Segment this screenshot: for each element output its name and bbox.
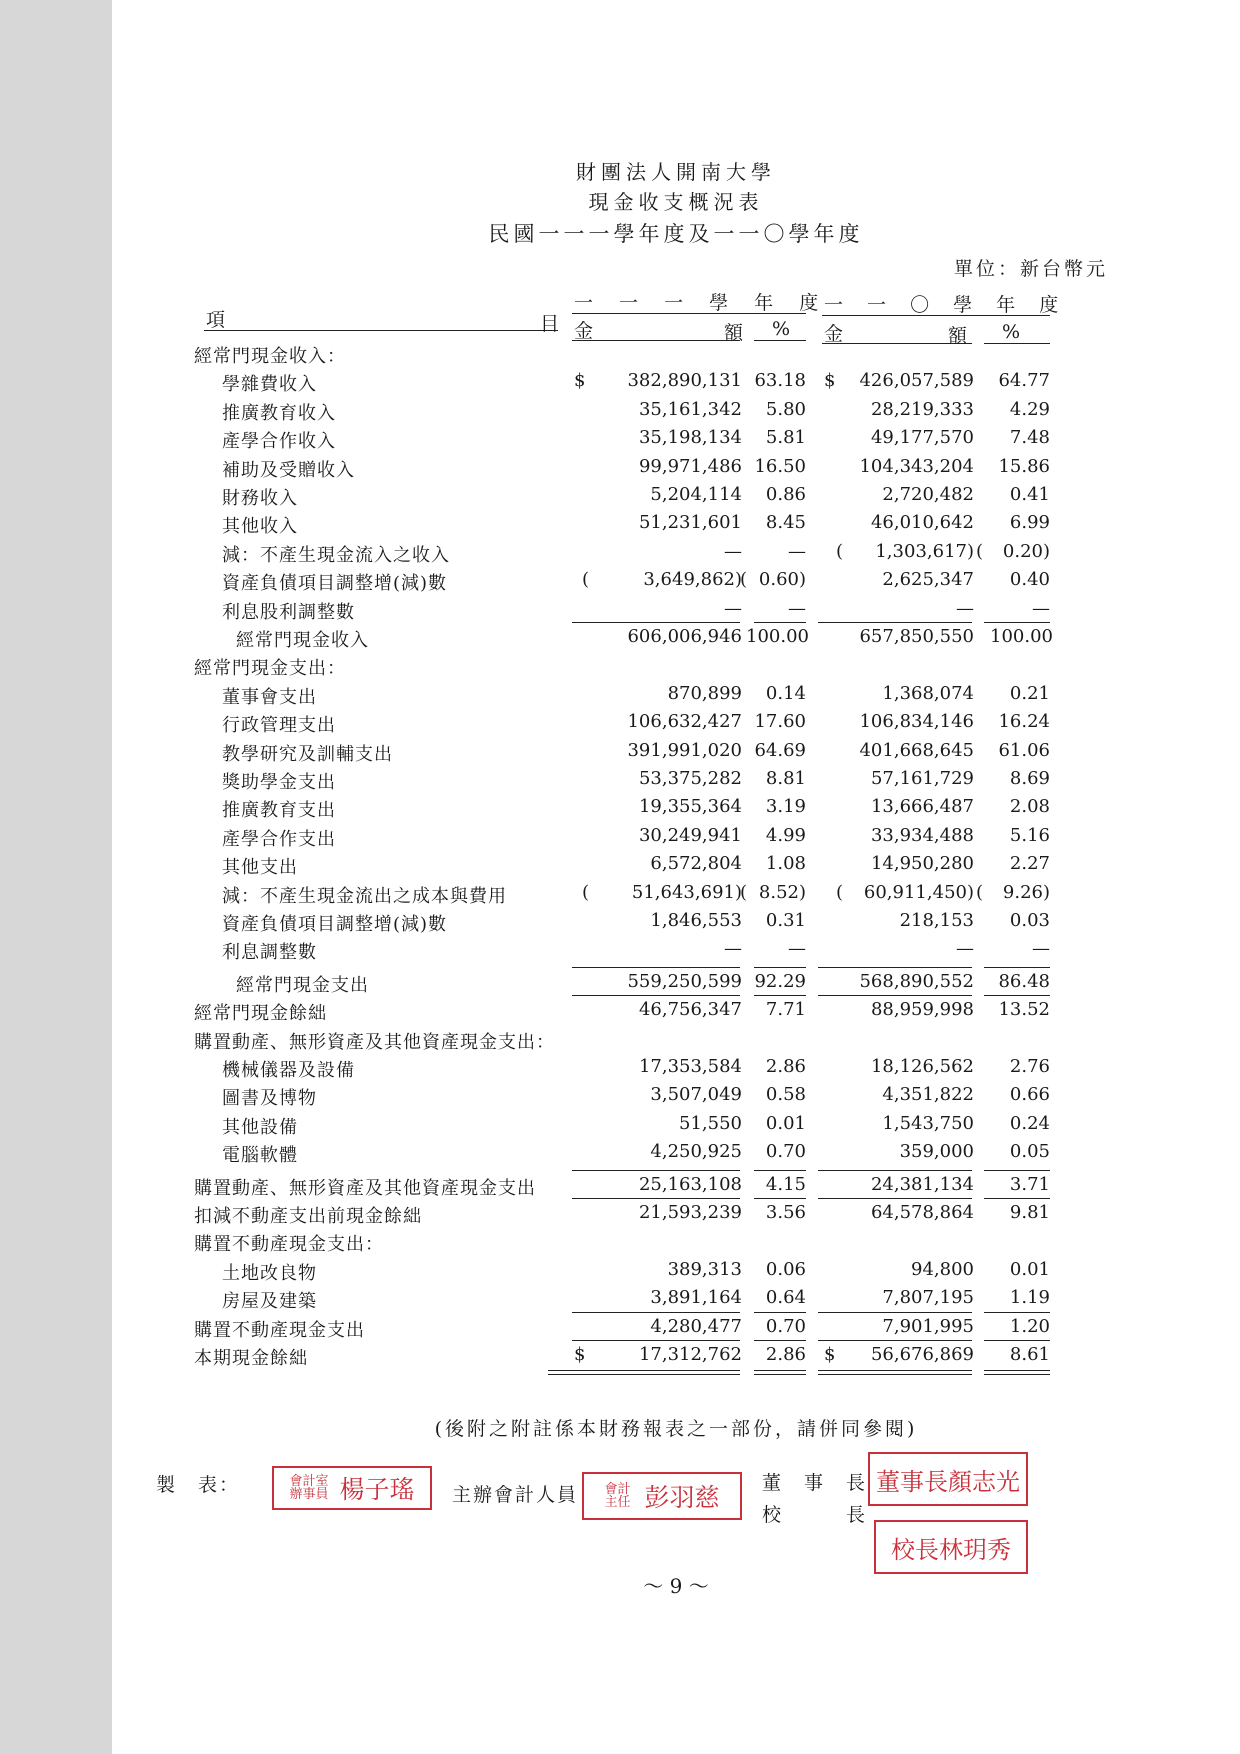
row-label: 扣減不動產支出前現金餘絀 xyxy=(194,1206,422,1227)
amount-111: 3,507,049 xyxy=(650,1084,742,1105)
percent-110: 1.19 xyxy=(1009,1287,1050,1308)
percent-111: 0.06 xyxy=(765,1259,806,1280)
amount-111: 51,231,601 xyxy=(638,512,742,533)
year1-amount-right: 額 xyxy=(724,322,744,344)
amount-111: 17,353,584 xyxy=(638,1056,742,1077)
row-label: 經常門現金支出 xyxy=(236,975,369,996)
subtotal-rule xyxy=(572,622,740,623)
subtotal-rule xyxy=(754,995,806,996)
year1-header: 一 一 一 學 年 度 xyxy=(574,292,829,314)
amount-111: 46,756,347 xyxy=(638,999,742,1020)
row-label: 獎助學金支出 xyxy=(222,772,336,793)
accountant-seal xyxy=(582,1472,742,1520)
amount-111: 17,312,762 xyxy=(638,1344,742,1365)
percent-110: 2.08 xyxy=(1009,796,1050,817)
row-label: 利息股利調整數 xyxy=(222,602,355,623)
subtotal-rule xyxy=(818,995,972,996)
amount-110: 56,676,869 xyxy=(870,1344,974,1365)
row-label: 資產負債項目調整增(減)數 xyxy=(222,573,448,594)
row-label: 經常門現金支出： xyxy=(194,658,346,679)
amount-111: — xyxy=(724,938,742,959)
amount-110: 7,807,195 xyxy=(882,1287,974,1308)
subtotal-rule xyxy=(754,1170,806,1171)
currency-sign: $ xyxy=(824,1344,836,1365)
subtotal-rule xyxy=(572,995,740,996)
amount-110: 1,303,617) xyxy=(875,541,974,562)
subtotal-rule xyxy=(818,622,972,623)
amount-110: 106,834,146 xyxy=(859,711,974,732)
currency-sign: $ xyxy=(824,370,836,391)
row-label: 產學合作收入 xyxy=(222,431,336,452)
amount-111: 5,204,114 xyxy=(650,484,742,505)
percent-111: 17.60 xyxy=(754,711,806,732)
row-label: 經常門現金收入： xyxy=(194,346,346,367)
subtotal-rule xyxy=(818,1170,972,1171)
percent-110: 86.48 xyxy=(998,971,1050,992)
president-seal: 校長林玥秀 xyxy=(874,1520,1028,1574)
preparer-label: 製 表： xyxy=(156,1474,241,1496)
percent-110: 2.76 xyxy=(1009,1056,1050,1077)
amount-110: 13,666,487 xyxy=(870,796,974,817)
percent-111: 5.80 xyxy=(765,399,806,420)
percent-110: 4.29 xyxy=(1009,399,1050,420)
negative-paren: ( xyxy=(836,882,844,903)
year2-percent-header: % xyxy=(1002,321,1021,343)
percent-110: 9.81 xyxy=(1009,1202,1050,1223)
percent-110: — xyxy=(1032,938,1050,959)
accountant-seal-name: 彭羽慈 xyxy=(644,1483,720,1512)
chairman-label: 董 事 長 xyxy=(762,1472,868,1494)
amount-110: 64,578,864 xyxy=(870,1202,974,1223)
percent-110: 0.21 xyxy=(1009,683,1050,704)
amount-110: 2,720,482 xyxy=(882,484,974,505)
row-label: 教學研究及訓輔支出 xyxy=(222,744,393,765)
org-name: 財團法人開南大學 xyxy=(576,160,776,184)
accountant-seal-title: 會計主任 xyxy=(604,1482,631,1510)
amount-110: 359,000 xyxy=(899,1141,974,1162)
amount-111: 382,890,131 xyxy=(627,370,742,391)
double-rule xyxy=(754,1370,806,1371)
negative-paren: ( xyxy=(740,882,748,903)
percent-111: 4.15 xyxy=(765,1174,806,1195)
footnote: (後附之附註係本財務報表之一部份，請併同參閱) xyxy=(434,1418,918,1440)
amount-111: 6,572,804 xyxy=(650,853,742,874)
year1-underline xyxy=(572,313,806,314)
row-label: 其他收入 xyxy=(222,516,298,537)
currency-unit: 單位：新台幣元 xyxy=(953,258,1108,280)
amount-110: 24,381,134 xyxy=(870,1174,974,1195)
amount-110: 14,950,280 xyxy=(870,853,974,874)
amount-111: 4,280,477 xyxy=(650,1316,742,1337)
amount-111: 30,249,941 xyxy=(638,825,742,846)
year1-percent-header: % xyxy=(772,318,791,340)
row-label: 資產負債項目調整增(減)數 xyxy=(222,914,448,935)
percent-110: 0.66 xyxy=(1009,1084,1050,1105)
percent-110: 8.69 xyxy=(1009,768,1050,789)
amount-111: 1,846,553 xyxy=(650,910,742,931)
percent-111: 0.70 xyxy=(765,1141,806,1162)
year2-amount-underline xyxy=(822,343,972,344)
double-rule xyxy=(818,1374,972,1375)
percent-111: 4.99 xyxy=(765,825,806,846)
subtotal-rule xyxy=(984,1170,1050,1171)
percent-110: 0.41 xyxy=(1009,484,1050,505)
percent-111: 63.18 xyxy=(754,370,806,391)
row-label: 經常門現金收入 xyxy=(236,630,369,651)
row-label: 電腦軟體 xyxy=(222,1145,298,1166)
subtotal-rule xyxy=(572,1312,740,1313)
row-label: 購置不動產現金支出 xyxy=(194,1320,365,1341)
percent-110: 0.01 xyxy=(1009,1259,1050,1280)
row-label: 推廣教育支出 xyxy=(222,800,336,821)
percent-110: 9.26) xyxy=(1002,882,1050,903)
percent-111: 0.86 xyxy=(765,484,806,505)
percent-111: 0.01 xyxy=(765,1113,806,1134)
percent-111: 100.00 xyxy=(746,626,809,647)
percent-111: 0.60) xyxy=(758,569,806,590)
negative-paren: ( xyxy=(582,882,590,903)
amount-110: — xyxy=(956,938,974,959)
item-header-right: 目 xyxy=(540,313,560,335)
percent-111: 0.14 xyxy=(765,683,806,704)
row-label: 其他支出 xyxy=(222,857,298,878)
percent-111: 3.56 xyxy=(765,1202,806,1223)
amount-111: 3,649,862) xyxy=(643,569,742,590)
report-title: 現金收支概況表 xyxy=(588,190,764,214)
subtotal-rule xyxy=(754,967,806,968)
percent-111: 0.70 xyxy=(765,1316,806,1337)
year1-amount-underline xyxy=(572,340,740,341)
percent-111: — xyxy=(788,541,806,562)
percent-111: 92.29 xyxy=(754,971,806,992)
subtotal-rule xyxy=(984,1312,1050,1313)
preparer-seal-title: 會計室辦事員 xyxy=(289,1474,329,1502)
amount-111: 870,899 xyxy=(667,683,742,704)
row-label: 經常門現金餘絀 xyxy=(194,1003,327,1024)
percent-110: 8.61 xyxy=(1009,1344,1050,1365)
amount-110: — xyxy=(956,598,974,619)
amount-110: 401,668,645 xyxy=(859,740,974,761)
percent-110: 3.71 xyxy=(1009,1174,1050,1195)
double-rule xyxy=(754,1374,806,1375)
percent-110: 6.99 xyxy=(1009,512,1050,533)
amount-111: — xyxy=(724,598,742,619)
amount-110: 28,219,333 xyxy=(870,399,974,420)
row-label: 房屋及建築 xyxy=(222,1291,317,1312)
percent-110: 7.48 xyxy=(1009,427,1050,448)
percent-111: 8.45 xyxy=(765,512,806,533)
row-label: 利息調整數 xyxy=(222,942,317,963)
row-label: 補助及受贈收入 xyxy=(222,460,355,481)
percent-111: 0.58 xyxy=(765,1084,806,1105)
subtotal-rule xyxy=(984,1198,1050,1199)
item-header-left: 項 xyxy=(206,309,226,331)
year2-underline xyxy=(822,315,1050,316)
subtotal-rule xyxy=(754,1340,806,1341)
negative-paren: ( xyxy=(976,882,984,903)
amount-110: 60,911,450) xyxy=(863,882,974,903)
amount-111: 4,250,925 xyxy=(650,1141,742,1162)
negative-paren: ( xyxy=(976,541,984,562)
percent-111: 7.71 xyxy=(765,999,806,1020)
subtotal-rule xyxy=(572,1170,740,1171)
year2-percent-underline xyxy=(984,343,1050,344)
percent-110: 13.52 xyxy=(998,999,1050,1020)
chairman-seal: 董事長顏志光 xyxy=(868,1452,1028,1506)
row-label: 董事會支出 xyxy=(222,687,317,708)
year2-amount-right: 額 xyxy=(948,325,968,347)
row-label: 減：不產生現金流入之收入 xyxy=(222,545,450,566)
amount-111: 99,971,486 xyxy=(638,456,742,477)
amount-111: 19,355,364 xyxy=(638,796,742,817)
row-label: 行政管理支出 xyxy=(222,715,336,736)
subtotal-rule xyxy=(754,1312,806,1313)
year1-percent-underline xyxy=(754,340,806,341)
double-rule xyxy=(984,1370,1050,1371)
subtotal-rule xyxy=(572,1340,740,1341)
percent-111: 64.69 xyxy=(754,740,806,761)
percent-111: 0.31 xyxy=(765,910,806,931)
negative-paren: ( xyxy=(740,569,748,590)
amount-110: 4,351,822 xyxy=(882,1084,974,1105)
amount-111: 51,550 xyxy=(679,1113,742,1134)
year2-amount-left: 金 xyxy=(824,323,844,345)
row-label: 推廣教育收入 xyxy=(222,403,336,424)
row-label: 減：不產生現金流出之成本與費用 xyxy=(222,886,507,907)
amount-111: 21,593,239 xyxy=(638,1202,742,1223)
item-header-underline xyxy=(204,330,558,331)
amount-110: 94,800 xyxy=(911,1259,974,1280)
percent-110: 0.20) xyxy=(1002,541,1050,562)
report-period: 民國一一一學年度及一一〇學年度 xyxy=(488,222,864,246)
amount-111: 391,991,020 xyxy=(627,740,742,761)
amount-110: 1,368,074 xyxy=(882,683,974,704)
document-page xyxy=(112,0,1240,1754)
percent-111: 2.86 xyxy=(765,1344,806,1365)
subtotal-rule xyxy=(984,1340,1050,1341)
subtotal-rule xyxy=(818,967,972,968)
subtotal-rule xyxy=(754,622,806,623)
double-rule xyxy=(818,1370,972,1371)
percent-111: 5.81 xyxy=(765,427,806,448)
year1-amount-left: 金 xyxy=(574,320,594,342)
subtotal-rule xyxy=(818,1340,972,1341)
percent-111: 16.50 xyxy=(754,456,806,477)
page-number: ～ 9 ～ xyxy=(643,1574,709,1598)
subtotal-rule xyxy=(984,967,1050,968)
amount-111: 25,163,108 xyxy=(638,1174,742,1195)
percent-110: 16.24 xyxy=(998,711,1050,732)
amount-111: 3,891,164 xyxy=(650,1287,742,1308)
percent-111: 8.52) xyxy=(758,882,806,903)
amount-111: 53,375,282 xyxy=(638,768,742,789)
amount-110: 104,343,204 xyxy=(859,456,974,477)
percent-110: 15.86 xyxy=(998,456,1050,477)
percent-111: 8.81 xyxy=(765,768,806,789)
negative-paren: ( xyxy=(582,569,590,590)
percent-111: — xyxy=(788,598,806,619)
row-label: 機械儀器及設備 xyxy=(222,1060,355,1081)
row-label: 土地改良物 xyxy=(222,1263,317,1284)
row-label: 其他設備 xyxy=(222,1117,298,1138)
amount-111: 51,643,691) xyxy=(631,882,742,903)
amount-111: 389,313 xyxy=(667,1259,742,1280)
amount-110: 2,625,347 xyxy=(882,569,974,590)
row-label: 本期現金餘絀 xyxy=(194,1348,308,1369)
percent-111: 1.08 xyxy=(765,853,806,874)
percent-110: 2.27 xyxy=(1009,853,1050,874)
row-label: 圖書及博物 xyxy=(222,1088,317,1109)
percent-110: 0.40 xyxy=(1009,569,1050,590)
amount-111: 35,198,134 xyxy=(638,427,742,448)
percent-111: 3.19 xyxy=(765,796,806,817)
amount-111: 106,632,427 xyxy=(627,711,742,732)
amount-110: 88,959,998 xyxy=(870,999,974,1020)
preparer-seal xyxy=(272,1466,432,1510)
accounting-officer-label: 主辦會計人員 xyxy=(452,1484,579,1506)
amount-110: 7,901,995 xyxy=(882,1316,974,1337)
amount-110: 657,850,550 xyxy=(859,626,974,647)
amount-110: 33,934,488 xyxy=(870,825,974,846)
year2-header: 一 一 〇 學 年 度 xyxy=(824,294,1068,316)
row-label: 購置動產、無形資產及其他資產現金支出 xyxy=(194,1178,536,1199)
amount-111: 606,006,946 xyxy=(627,626,742,647)
amount-110: 18,126,562 xyxy=(870,1056,974,1077)
percent-110: 1.20 xyxy=(1009,1316,1050,1337)
row-label: 產學合作支出 xyxy=(222,829,336,850)
percent-110: — xyxy=(1032,598,1050,619)
subtotal-rule xyxy=(984,622,1050,623)
amount-111: 559,250,599 xyxy=(627,971,742,992)
amount-111: — xyxy=(724,541,742,562)
amount-110: 46,010,642 xyxy=(870,512,974,533)
subtotal-rule xyxy=(572,1198,740,1199)
subtotal-rule xyxy=(818,1198,972,1199)
percent-110: 0.05 xyxy=(1009,1141,1050,1162)
amount-110: 1,543,750 xyxy=(882,1113,974,1134)
negative-paren: ( xyxy=(836,541,844,562)
subtotal-rule xyxy=(984,995,1050,996)
amount-111: 35,161,342 xyxy=(638,399,742,420)
row-label: 購置動產、無形資產及其他資產現金支出： xyxy=(194,1032,555,1053)
double-rule xyxy=(548,1374,740,1375)
percent-110: 0.03 xyxy=(1009,910,1050,931)
double-rule xyxy=(548,1370,740,1371)
row-label: 財務收入 xyxy=(222,488,298,509)
amount-110: 568,890,552 xyxy=(859,971,974,992)
percent-111: 0.64 xyxy=(765,1287,806,1308)
currency-sign: $ xyxy=(574,370,586,391)
president-label: 校 長 xyxy=(762,1504,868,1526)
percent-110: 64.77 xyxy=(998,370,1050,391)
amount-110: 57,161,729 xyxy=(870,768,974,789)
row-label: 購置不動產現金支出： xyxy=(194,1234,384,1255)
amount-110: 49,177,570 xyxy=(870,427,974,448)
percent-110: 0.24 xyxy=(1009,1113,1050,1134)
row-label: 學雜費收入 xyxy=(222,374,317,395)
subtotal-rule xyxy=(572,967,740,968)
percent-110: 5.16 xyxy=(1009,825,1050,846)
percent-110: 100.00 xyxy=(990,626,1053,647)
percent-111: — xyxy=(788,938,806,959)
amount-110: 218,153 xyxy=(899,910,974,931)
percent-111: 2.86 xyxy=(765,1056,806,1077)
amount-110: 426,057,589 xyxy=(859,370,974,391)
preparer-seal-name: 楊子瑤 xyxy=(339,1475,415,1504)
currency-sign: $ xyxy=(574,1344,586,1365)
subtotal-rule xyxy=(818,1312,972,1313)
percent-110: 61.06 xyxy=(998,740,1050,761)
subtotal-rule xyxy=(754,1198,806,1199)
double-rule xyxy=(984,1374,1050,1375)
